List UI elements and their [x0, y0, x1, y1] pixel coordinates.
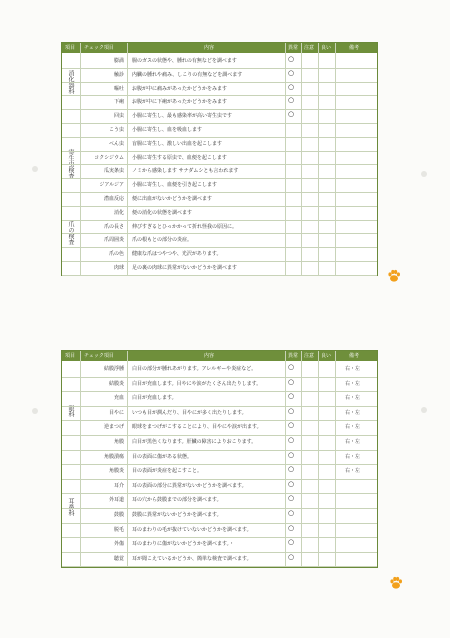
table-header	[62, 43, 377, 53]
check-item-description: 耳のまわりに傷がないかどうかを調べます。・	[132, 541, 235, 548]
check-item-name: コクシジウム	[94, 154, 124, 161]
punch-hole	[32, 166, 38, 172]
header-check: チェック項目	[84, 45, 114, 51]
table-row	[62, 362, 377, 378]
check-item-description: 耳の表面の部分に異常がないかどうかを調べます。	[132, 482, 247, 489]
table-row	[62, 493, 377, 509]
checklist-table-2	[61, 350, 378, 568]
abnormal-mark: ○	[288, 509, 295, 517]
check-item-description: 健康な爪はつやつや、光沢があります。	[132, 251, 222, 258]
check-item-name: 触診	[113, 71, 124, 78]
check-item-description: 小腸に寄生し、血を吸血します	[132, 127, 203, 133]
table-row	[62, 233, 377, 248]
table-row	[62, 420, 377, 436]
check-item-description: 鼓膜に異常がないかどうかを調べます。	[132, 512, 222, 518]
table-row	[62, 137, 377, 152]
group-label: 消化器科	[67, 70, 74, 94]
check-item-name: 嘔吐	[113, 85, 124, 92]
abnormal-mark: ○	[288, 82, 295, 91]
eye-side-note: 右・左	[345, 380, 361, 387]
table-row	[62, 377, 377, 393]
check-item-description: 内臓の腫れや痛み、しこりの有無などを調べます	[132, 71, 243, 78]
check-item-description: ノミから感染します サナダムシとも言われます	[132, 168, 239, 175]
table-row	[62, 206, 377, 221]
table-row	[62, 178, 377, 193]
table-row	[62, 220, 377, 235]
eye-side-note: 右・左	[345, 424, 361, 431]
check-item-name: 消化	[113, 209, 124, 216]
check-item-name: 角膜炎	[108, 468, 124, 475]
check-item-description: お腹が中に痛みがあったかどうかをみます	[132, 85, 227, 92]
check-item-name: 角膜	[113, 439, 124, 445]
check-item-description: 白目が黒色くなります。肝臓の障害によりおこります。	[132, 439, 257, 445]
check-item-description: 腸のガスの状態や、腫れの有無などを調べます	[132, 58, 237, 64]
abnormal-mark: ○	[288, 523, 295, 532]
abnormal-mark: ○	[288, 552, 295, 561]
header-good: 良い	[321, 353, 332, 359]
header-notes: 備考	[349, 45, 360, 51]
checklist-table-1	[61, 42, 378, 276]
check-item-description: 爪の根もとの部分の炎症。	[132, 237, 193, 244]
eye-side-note: 右・左	[345, 468, 361, 475]
check-item-description: 小腸に寄生する原虫で、血便を起こします	[132, 154, 227, 161]
check-item-name: 角膜潰瘍	[103, 453, 124, 460]
table-row	[62, 54, 377, 69]
check-item-description: 耳のまわりの毛が抜けていないかどうかを調べます。	[132, 526, 252, 533]
check-item-name: 瓜実条虫	[103, 168, 124, 175]
check-item-name: 爪周囲炎	[103, 237, 124, 244]
check-item-description: 白目が充血します。目やにや涙がたくさん出たりします。	[132, 380, 262, 387]
punch-hole	[421, 407, 427, 413]
table-row	[62, 123, 377, 138]
header-item: 項目	[65, 45, 76, 51]
check-item-name: 聴覚	[113, 555, 124, 562]
abnormal-mark: ○	[288, 392, 295, 401]
eye-side-note: 右・左	[345, 366, 361, 372]
check-item-description: 便の消化の状態を調べます	[132, 209, 193, 216]
header-good: 良い	[321, 45, 332, 51]
check-item-description: お腹が中に下痢があったかどうかをみます	[132, 99, 227, 106]
abnormal-mark: ○	[288, 479, 295, 488]
table-row	[62, 164, 377, 179]
abnormal-mark: ○	[288, 494, 295, 503]
abnormal-mark: ○	[288, 55, 295, 63]
abnormal-mark: ○	[288, 110, 295, 119]
table-row	[62, 464, 377, 480]
abnormal-mark: ○	[288, 465, 295, 474]
check-item-name: 回虫	[113, 113, 124, 120]
table-row	[62, 82, 377, 97]
check-item-name: 外傷	[113, 541, 124, 548]
check-item-name: 結膜浮腫	[103, 366, 124, 372]
header-abnormal: 異常	[288, 353, 299, 359]
header-check: チェック項目	[84, 353, 114, 359]
check-item-description: いつも目が潤んだり、目やにが多く出たりします。	[132, 409, 247, 416]
header-content: 内容	[204, 353, 215, 359]
abnormal-mark: ○	[288, 68, 295, 77]
table-row	[62, 391, 377, 407]
check-item-name: 肉球	[113, 265, 124, 271]
abnormal-mark: ○	[288, 377, 295, 386]
paw-icon	[386, 268, 402, 284]
check-item-name: 外耳道	[108, 497, 124, 504]
abnormal-mark: ○	[288, 450, 295, 459]
header-content: 内容	[204, 45, 215, 51]
header-item: 項目	[65, 353, 76, 359]
header-abnormal: 異常	[288, 45, 299, 51]
check-item-description: 白目が充血します。	[132, 395, 177, 402]
abnormal-mark: ○	[288, 96, 295, 105]
group-label: 爪の検査	[67, 221, 74, 245]
check-item-description: 小腸に寄生し、最も感染率が高い寄生虫です	[132, 113, 233, 120]
table-row	[62, 109, 377, 124]
group-label: 寄生虫検査	[67, 149, 74, 179]
check-item-name: ジアルジア	[99, 182, 124, 189]
check-item-name: 耳介	[113, 482, 124, 489]
check-item-name: 目やに	[108, 409, 124, 416]
check-item-description: 小腸に寄生し、血便を引き起こします	[132, 182, 218, 189]
check-item-description: 目の表面に傷がある状態。	[132, 453, 193, 460]
check-item-name: 脱毛	[113, 526, 124, 533]
check-item-name: 結膜炎	[108, 380, 124, 387]
abnormal-mark: ○	[288, 406, 295, 415]
abnormal-mark: ○	[288, 421, 295, 430]
check-item-name: 下痢	[113, 99, 124, 106]
check-item-description: 耳の穴から鼓膜までの部分を調べます。	[132, 497, 222, 504]
check-item-name: 充血	[113, 395, 124, 402]
table-row	[62, 552, 377, 568]
eye-side-note: 右・左	[345, 395, 361, 402]
table-row	[62, 523, 377, 539]
table-row	[62, 261, 377, 276]
check-item-name: 膨満	[113, 58, 124, 64]
header-notes: 備考	[349, 353, 360, 359]
punch-hole	[32, 408, 38, 414]
abnormal-mark: ○	[288, 436, 295, 444]
punch-hole	[421, 171, 427, 177]
check-item-description: 目の表面が炎症を起こすこと。	[132, 468, 203, 475]
table-row	[62, 537, 377, 553]
group-label: 眼科	[67, 405, 74, 417]
check-item-description: 白目の部分が腫れあがります。アレルギーや炎症など。	[132, 366, 257, 372]
table-header	[62, 351, 377, 361]
check-item-name: 爪の長さ	[103, 223, 124, 230]
check-item-name: 潜血反応	[103, 196, 124, 202]
table-row	[62, 192, 377, 207]
table-row	[62, 435, 377, 451]
table-row	[62, 68, 377, 83]
eye-side-note: 右・左	[345, 409, 361, 416]
check-item-name: 鼓膜	[113, 512, 124, 518]
check-item-name: こう虫	[108, 127, 124, 133]
check-item-description: 足の裏の肉球に異常がないかどうかを調べます	[132, 265, 238, 271]
group-label: 耳鼻科	[67, 498, 74, 516]
abnormal-mark: ○	[288, 363, 295, 371]
check-item-name: べん虫	[108, 140, 124, 147]
abnormal-mark: ○	[288, 538, 295, 547]
eye-side-note: 右・左	[345, 453, 361, 460]
check-item-description: 便に出血がないかどうかを調べます	[132, 196, 213, 202]
check-item-description: 眼球をまつげがこすることにより、目やにや涙が出ます。	[132, 424, 262, 431]
table-row	[62, 95, 377, 110]
table-row	[62, 450, 377, 466]
paw-icon	[388, 575, 404, 591]
header-caution: 注意	[304, 45, 315, 51]
table-row	[62, 406, 377, 422]
table-row	[62, 479, 377, 495]
table-row	[62, 151, 377, 166]
check-item-description: 盲腸に寄生し、激しい出血を起こします	[132, 140, 223, 147]
header-caution: 注意	[304, 353, 315, 359]
check-item-description: 伸びすぎるとひっかかって折れ怪我の原因に。	[132, 223, 238, 230]
check-item-name: 爪の色	[108, 251, 124, 258]
eye-side-note: 右・左	[345, 439, 361, 445]
table-row	[62, 508, 377, 524]
check-item-name: 逆まつげ	[103, 424, 124, 431]
table-row	[62, 247, 377, 262]
check-item-description: 耳が聞こえているかどうか、簡単な検査で調べます。	[132, 555, 252, 562]
